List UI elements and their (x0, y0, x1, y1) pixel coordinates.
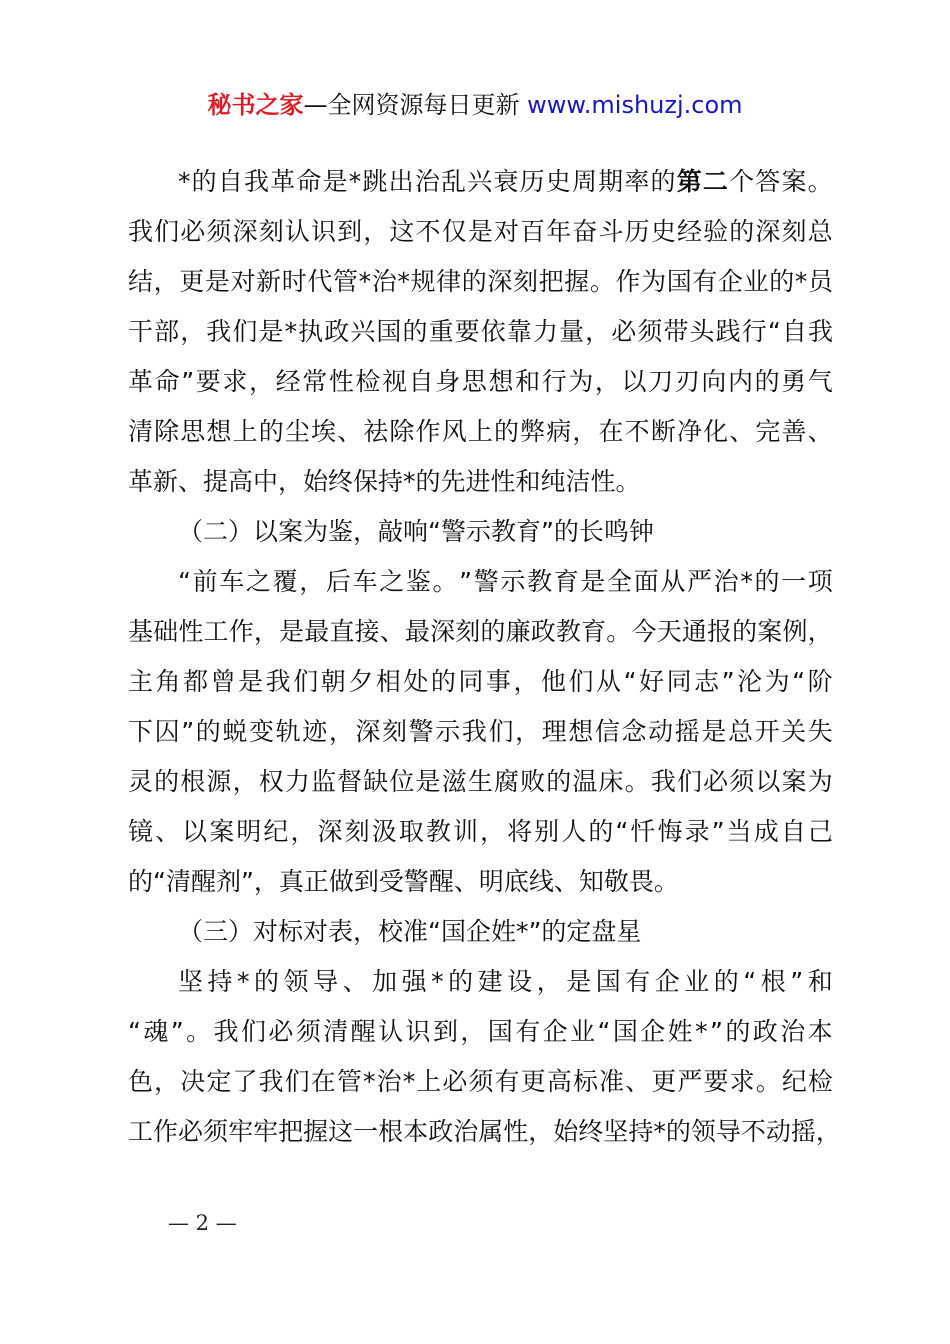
text-line: 革新、提高中，始终保持*的先进性和纯洁性。 (128, 467, 641, 496)
text-line: 基 础 性 工 作 ， 是 最 直 接 、 最 深 刻 的 廉 政 教 育 。 今 天 通 报 的 案 例 ， (128, 617, 833, 646)
text-line: “ 前 车 之 覆 ， 后 车 之 鉴 。 ” 警 示 教 育 是 全 面 从 严 治 * 的 一 项 (178, 567, 833, 596)
document-body (128, 157, 841, 1157)
site-header (0, 88, 950, 122)
text-line: 灵 的 根 源 ， 权 力 监 督 缺 位 是 滋 生 腐 败 的 温 床 。 我 们 必 须 以 案 为 (128, 767, 833, 796)
text-line: * 的 自 我 革 命 是 * 跳 出 治 乱 兴 衰 历 史 周 期 率 的 第 二 个 答 案 。 (178, 167, 833, 196)
text-line: 干 部 ， 我 们 是 * 执 政 兴 国 的 重 要 依 靠 力 量 ， 必 须 带 头 践 行 “ 自 我 (128, 317, 833, 346)
text-line: 工 作 必 须 牢 牢 把 握 这 一 根 本 政 治 属 性 ， 始 终 坚 持 * 的 领 导 不 动 摇 ， (128, 1117, 841, 1146)
text-line: 的“清醒剂”，真正做到受警醒、明底线、知敬畏。 (128, 867, 679, 896)
text-line: （二）以案为鉴，敲响“警示教育”的长鸣钟 (178, 517, 654, 546)
text-line: 镜 、 以 案 明 纪 ， 深 刻 汲 取 教 训 ， 将 别 人 的 “ 忏 悔 录 ” 当 成 自 己 (128, 817, 833, 846)
text-line: 我 们 必 须 深 刻 认 识 到 ， 这 不 仅 是 对 百 年 奋 斗 历 史 经 验 的 深 刻 总 (128, 217, 833, 246)
text-line: 坚 持 * 的 领 导 、 加 强 * 的 建 设 ， 是 国 有 企 业 的 “ 根 ” 和 (178, 967, 833, 996)
brand-name: 秘书之家 (207, 91, 304, 119)
text-line: 色 ， 决 定 了 我 们 在 管 * 治 * 上 必 须 有 更 高 标 准 、 更 严 要 求 。 纪 检 (128, 1067, 833, 1096)
text-line: 结 ， 更 是 对 新 时 代 管 * 治 * 规 律 的 深 刻 把 握 。 作 为 国 有 企 业 的 * 员 (128, 267, 833, 296)
text-line: 清 除 思 想 上 的 尘 埃 、 祛 除 作 风 上 的 弊 病 ， 在 不 断 净 化 、 完 善 、 (128, 417, 833, 446)
text-line: 主 角 都 曾 是 我 们 朝 夕 相 处 的 同 事 ， 他 们 从 “ 好 同 志 ” 沦 为 “ 阶 (128, 667, 833, 696)
text-line: “ 魂 ” 。 我 们 必 须 清 醒 认 识 到 ， 国 有 企 业 “ 国 企 姓 * ” 的 政 治 本 (128, 1017, 833, 1046)
site-url-link[interactable]: www.mishuzj.com (527, 91, 743, 119)
text-line: （三）对标对表，校准“国企姓*”的定盘星 (178, 917, 642, 946)
text-line: 革 命 ” 要 求 ， 经 常 性 检 视 自 身 思 想 和 行 为 ， 以 刀 刃 向 内 的 勇 气 (128, 367, 833, 396)
header-slogan: —全网资源每日更新 (303, 91, 528, 119)
text-line: 下 囚 ” 的 蜕 变 轨 迹 ， 深 刻 警 示 我 们 ， 理 想 信 念 动 摇 是 总 开 关 失 (128, 717, 833, 746)
page-number: — 2 — (168, 1211, 237, 1235)
